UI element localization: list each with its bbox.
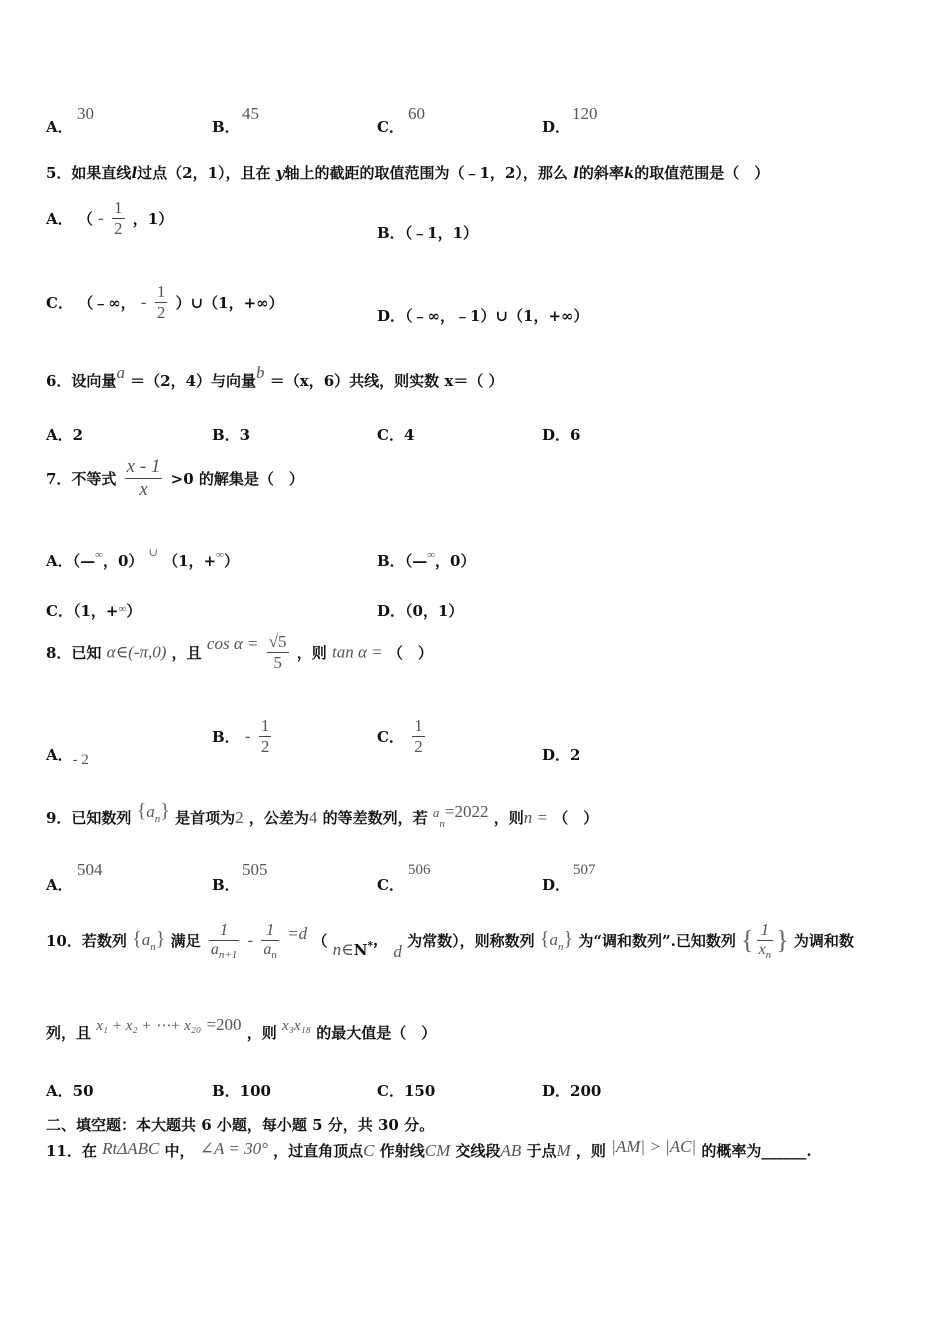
q5-option-d: D．（﹣∞，﹣1）∪（1，+∞） bbox=[377, 307, 589, 325]
q9-option-b: B． bbox=[212, 876, 240, 894]
q8-stem: 8．已知 α∈(-π,0) ，且 cos α = $\frac{√5}{5}$ ，则 tan α = （ ） bbox=[46, 632, 433, 672]
q5-option-a: A． （ - $\frac{1}{2}$ ，1） bbox=[46, 198, 174, 238]
q5-option-c: C． （﹣∞， - $\frac{1}{2}$ ）∪（1，+∞） bbox=[46, 282, 284, 322]
q4-option-d: D． bbox=[542, 118, 571, 136]
q9-option-c: C． bbox=[377, 876, 404, 894]
q10-option-b: B．100 bbox=[212, 1082, 271, 1100]
q9-option-c-value: 506 bbox=[408, 862, 431, 878]
q6-stem: 6．设向量a ＝（2，4）与向量b ＝（x，6）共线，则实数 x＝（ ） bbox=[46, 363, 504, 390]
section-heading: 二、填空题：本大题共 6 小题，每小题 5 分，共 30 分。 bbox=[46, 1116, 435, 1134]
q6-option-c: C．4 bbox=[377, 426, 415, 444]
q6-option-a: A．2 bbox=[46, 426, 84, 444]
q7-stem: 7．不等式 $\frac{x - 1}{x}$ >0 的解集是（ ） bbox=[46, 456, 304, 500]
q8-option-b: B． - $\frac{1}{2}$ bbox=[212, 716, 270, 756]
q9-option-b-value: 505 bbox=[242, 860, 268, 879]
q4-option-d-value: 120 bbox=[572, 104, 598, 123]
q7-option-a: A．（—∞，0） ∪ （1，+∞） bbox=[46, 547, 239, 570]
q6-option-d: D．6 bbox=[542, 426, 581, 444]
q10-option-a: A．50 bbox=[46, 1082, 94, 1100]
q4-option-c-value: 60 bbox=[408, 104, 425, 123]
q9-stem: 9．已知数列 $\{a_n\}$ 是首项为2 ，公差为4 的等差数列，若 $a_n=2022$ ，则n = （ ） bbox=[46, 800, 599, 830]
q9-option-d: D． bbox=[542, 876, 571, 894]
q5-stem: 5．如果直线l过点（2，1），且在 y轴上的截距的取值范围为（﹣1，2），那么 l的斜率k的取值范围是（ ） bbox=[46, 164, 770, 182]
q4-option-a: A． bbox=[46, 118, 73, 136]
q7-option-d: D．（0，1） bbox=[377, 602, 464, 620]
q6-option-b: B．3 bbox=[212, 426, 251, 444]
q10-option-c: C．150 bbox=[377, 1082, 436, 1100]
q9-option-a-value: 504 bbox=[77, 860, 103, 879]
q9-option-a: A． bbox=[46, 876, 73, 894]
q5-option-b: B．（﹣1，1） bbox=[377, 224, 479, 242]
q7-option-b: B．（—∞，0） bbox=[377, 549, 476, 570]
q9-option-d-value: 507 bbox=[573, 862, 596, 878]
q4-option-c: C． bbox=[377, 118, 404, 136]
q10-stem-line2: 列，且 x₁ + x₂ + ⋯+ x₂₀ =200 ，则 x₃x₁₈ 的最大值是（ ） bbox=[46, 1015, 437, 1042]
q8-option-c: C． $\frac{1}{2}$ bbox=[377, 716, 423, 756]
q4-option-b: B． bbox=[212, 118, 240, 136]
q4-option-a-value: 30 bbox=[77, 104, 94, 123]
q8-option-a: A．- 2 bbox=[46, 746, 89, 768]
q10-option-d: D．200 bbox=[542, 1082, 602, 1100]
q10-stem: 10．若数列 $\{a_n\}$ 满足 $\frac{1}{a_{n+1}}$ - $\frac{1}{a_n}$ =d （ n∈N*， d 为常数），则称数列 $\{a_n\}$ 为“调和数列”.已知数列 { $\frac{1}{x_n}$ } 为调和数 bbox=[46, 920, 854, 962]
q4-option-b-value: 45 bbox=[242, 104, 259, 123]
q7-option-c: C．（1，+∞） bbox=[46, 602, 142, 620]
q11-stem: 11．在 RtΔABC 中， ∠A = 30° ，过直角顶点C 作射线CM 交线段AB 于点M ，则 |AM| > |AC| 的概率为______. bbox=[46, 1137, 812, 1160]
q8-option-d: D．2 bbox=[542, 746, 581, 764]
